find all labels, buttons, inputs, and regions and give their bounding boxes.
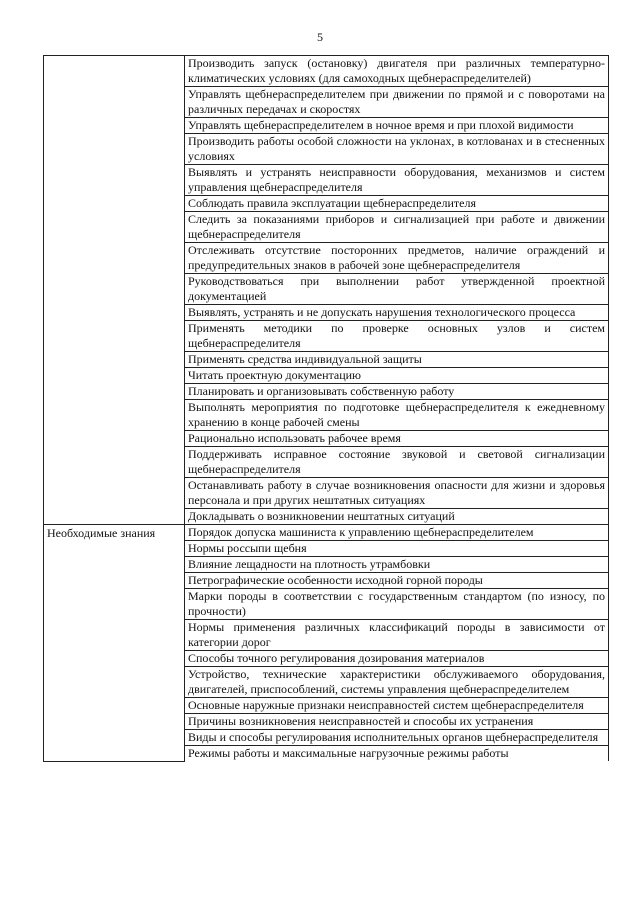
section-label xyxy=(44,56,185,525)
requirement-item: Производить работы особой сложности на уклонах, в котлованах и в стесненных условиях xyxy=(185,134,609,165)
requirement-item: Порядок допуска машиниста к управлению щебнераспределителем xyxy=(185,525,609,541)
requirement-item: Соблюдать правила эксплуатации щебнераспределителя xyxy=(185,196,609,212)
requirement-item: Следить за показаниями приборов и сигнализацией при работе и движении щебнераспределителя xyxy=(185,212,609,243)
requirement-item: Петрографические особенности исходной горной породы xyxy=(185,573,609,589)
requirement-item: Применять средства индивидуальной защиты xyxy=(185,352,609,368)
requirement-item: Выявлять, устранять и не допускать нарушения технологического процесса xyxy=(185,305,609,321)
requirement-item: Основные наружные признаки неисправностей систем щебнераспределителя xyxy=(185,698,609,714)
requirement-item: Выполнять мероприятия по подготовке щебнераспределителя к ежедневному хранению в конце рабочей смены xyxy=(185,400,609,431)
requirement-item: Рационально использовать рабочее время xyxy=(185,431,609,447)
requirement-item: Выявлять и устранять неисправности оборудования, механизмов и систем управления щебнераспределителя xyxy=(185,165,609,196)
requirement-item: Нормы россыпи щебня xyxy=(185,541,609,557)
requirement-item: Читать проектную документацию xyxy=(185,368,609,384)
requirement-item: Производить запуск (остановку) двигателя при различных температурно-климатических условиях (для самоходных щебнераспределителей) xyxy=(185,56,609,87)
table-row xyxy=(44,56,609,87)
requirement-item: Управлять щебнераспределителем в ночное время и при плохой видимости xyxy=(185,118,609,134)
requirement-item: Применять методики по проверке основных узлов и систем щебнераспределителя xyxy=(185,321,609,352)
requirement-item: Отслеживать отсутствие посторонних предметов, наличие ограждений и предупредительных знаков в рабочей зоне щебнераспределителя xyxy=(185,243,609,274)
requirement-item: Влияние лещадности на плотность утрамбовки xyxy=(185,557,609,573)
requirement-item: Способы точного регулирования дозирования материалов xyxy=(185,651,609,667)
requirement-item: Нормы применения различных классификаций породы в зависимости от категории дорог xyxy=(185,620,609,651)
requirement-item: Управлять щебнераспределителем при движении по прямой и с поворотами на различных передачах и скоростях xyxy=(185,87,609,118)
requirement-item: Устройство, технические характеристики обслуживаемого оборудования, двигателей, приспособлений, системы управления щебнераспределителем xyxy=(185,667,609,698)
requirements-table xyxy=(43,55,609,762)
requirement-item: Поддерживать исправное состояние звуковой и световой сигнализации щебнераспределителя xyxy=(185,447,609,478)
table-row xyxy=(44,525,609,541)
table-body xyxy=(44,56,609,762)
requirement-item: Останавливать работу в случае возникновения опасности для жизни и здоровья персонала и при других нештатных ситуациях xyxy=(185,478,609,509)
requirement-item: Причины возникновения неисправностей и способы их устранения xyxy=(185,714,609,730)
requirement-item: Руководствоваться при выполнении работ утвержденной проектной документацией xyxy=(185,274,609,305)
section-label: Необходимые знания xyxy=(44,525,185,762)
requirement-item: Режимы работы и максимальные нагрузочные режимы работы xyxy=(185,746,609,762)
page-number: 5 xyxy=(317,30,323,44)
requirement-item: Планировать и организовывать собственную работу xyxy=(185,384,609,400)
requirement-item: Марки породы в соответствии с государственным стандартом (по износу, по прочности) xyxy=(185,589,609,620)
requirement-item: Виды и способы регулирования исполнительных органов щебнераспределителя xyxy=(185,730,609,746)
requirement-item: Докладывать о возникновении нештатных ситуаций xyxy=(185,509,609,525)
